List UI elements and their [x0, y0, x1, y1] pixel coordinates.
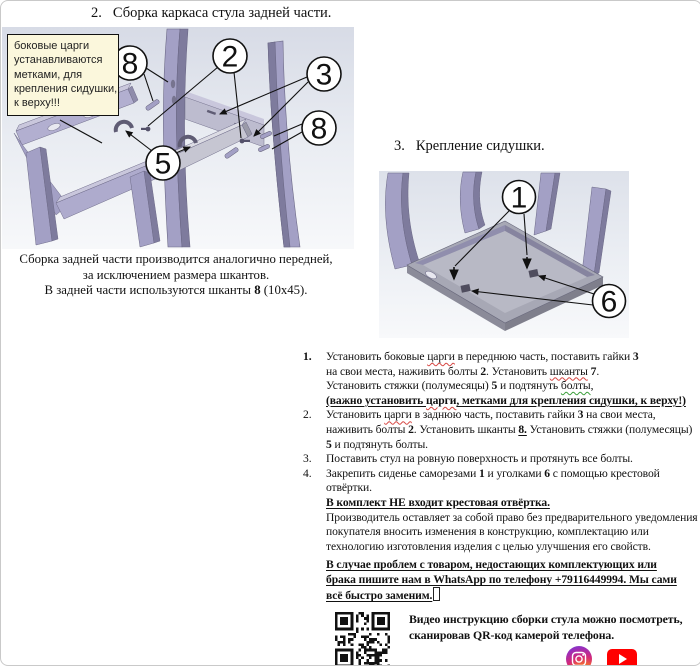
callout-6 — [593, 285, 626, 319]
text-line: В задней части используются шканты 8 (10x45). — [44, 283, 308, 297]
svg-text:6: 6 — [600, 285, 618, 319]
text-line: 5 и подтянуть болты. — [326, 437, 428, 451]
text-line: покупателя вносить изменения в конструкцию, комплектацию или — [326, 525, 649, 539]
svg-text:1: 1 — [510, 181, 528, 215]
text-line: боковые царги — [14, 40, 90, 52]
item-marker: 4. — [303, 466, 312, 480]
qr-text-block — [409, 612, 682, 666]
text-line: Видео инструкцию сборки стула можно посмотреть, — [409, 612, 683, 627]
text-line: Поставить стул на ровную поверхность и протянуть все болты. — [326, 452, 633, 466]
instruction-item — [303, 467, 699, 555]
play-triangle-icon — [619, 654, 627, 664]
item-text — [326, 408, 699, 452]
instagram-icon[interactable] — [566, 646, 592, 666]
text-line: на свои места, наживить болты 2. Установить шканты 7. — [326, 364, 600, 378]
callout-2 — [213, 39, 247, 74]
qr-section — [335, 612, 699, 666]
instruction-item — [303, 350, 699, 408]
item-marker: 3. — [303, 452, 312, 466]
text-cursor-mark — [433, 587, 440, 601]
text-line: всё быстро заменим. — [326, 587, 699, 603]
item-marker: 2. — [303, 408, 312, 422]
text-line: Закрепить сиденье саморезами 1 и уголками 6 с помощью крестовой — [326, 466, 660, 480]
note-callout-box — [7, 34, 119, 116]
instructions-column — [303, 350, 699, 666]
item-text — [326, 452, 699, 467]
text-line: отвёртки. — [326, 481, 372, 495]
item-text — [326, 467, 699, 555]
item-text — [326, 350, 699, 408]
text-line: крепления сидушки, — [14, 82, 118, 95]
callout-1 — [503, 181, 536, 215]
text-line: метками, для — [14, 68, 83, 81]
warranty-note — [326, 557, 699, 603]
social-icons — [566, 646, 682, 666]
section-title-rear-assembly — [91, 5, 331, 22]
text-line: технологию изготовления изделия с целью улучшения его свойств. — [326, 539, 651, 553]
section-number: 2. — [91, 5, 102, 21]
seat-mounting-illustration — [379, 171, 629, 338]
callout-8-right — [302, 111, 336, 146]
text-line: (важно установить царги, метками для крепления сидушки, к верху!) — [326, 393, 686, 407]
text-line: за исключением размера шкантов. — [82, 267, 270, 282]
section-title-seat-mounting — [394, 138, 545, 155]
instruction-item — [303, 408, 699, 452]
svg-text:2: 2 — [221, 40, 239, 74]
item-marker: 1. — [303, 350, 312, 363]
qr-caption — [409, 612, 682, 643]
text-line: Сборка задней части производится аналогично передней, — [19, 252, 333, 266]
text-line: Установить стяжки (полумесяцы) 5 и подтянуть болты, — [326, 379, 594, 393]
text-line: Производитель оставляет за собой право без предварительного уведомления — [326, 510, 698, 524]
seat-mounting-drawing — [379, 171, 629, 338]
section-number: 3. — [394, 138, 405, 154]
text-line: к верху!!! — [14, 97, 60, 110]
section-title-text: Крепление сидушки. — [415, 138, 545, 154]
instruction-item — [303, 452, 699, 467]
callout-3 — [307, 57, 341, 92]
callout-5 — [146, 146, 180, 181]
text-line: сканировав QR-код камерой телефона. — [409, 627, 615, 642]
qr-code — [335, 612, 390, 666]
text-line: брака пишите нам в WhatsApp по телефону +79116449994. Мы сами — [326, 573, 677, 587]
text-line: В комплект НЕ входит крестовая отвёртка. — [326, 495, 550, 509]
svg-text:3: 3 — [315, 58, 333, 92]
text-line: устанавливаются — [14, 54, 103, 67]
section-title-text: Сборка каркаса стула задней части. — [112, 5, 332, 21]
instruction-list — [303, 350, 699, 554]
svg-text:5: 5 — [154, 147, 172, 181]
text-line: Установить царги в заднюю часть, поставить гайки 3 на свои места, — [326, 408, 656, 422]
svg-text:8: 8 — [121, 47, 139, 81]
text-line: В случае проблем с товаром, недостающих комплектующих или — [326, 558, 657, 572]
rear-assembly-caption — [1, 252, 351, 299]
text-line: Установить боковые царги в переднюю часть, поставить гайки 3 — [326, 350, 639, 363]
text-line: наживить болты 2. Установить шканты 8. Установить стяжки (полумесяцы) — [326, 422, 693, 436]
youtube-icon[interactable] — [607, 649, 637, 666]
svg-text:8: 8 — [310, 112, 328, 146]
